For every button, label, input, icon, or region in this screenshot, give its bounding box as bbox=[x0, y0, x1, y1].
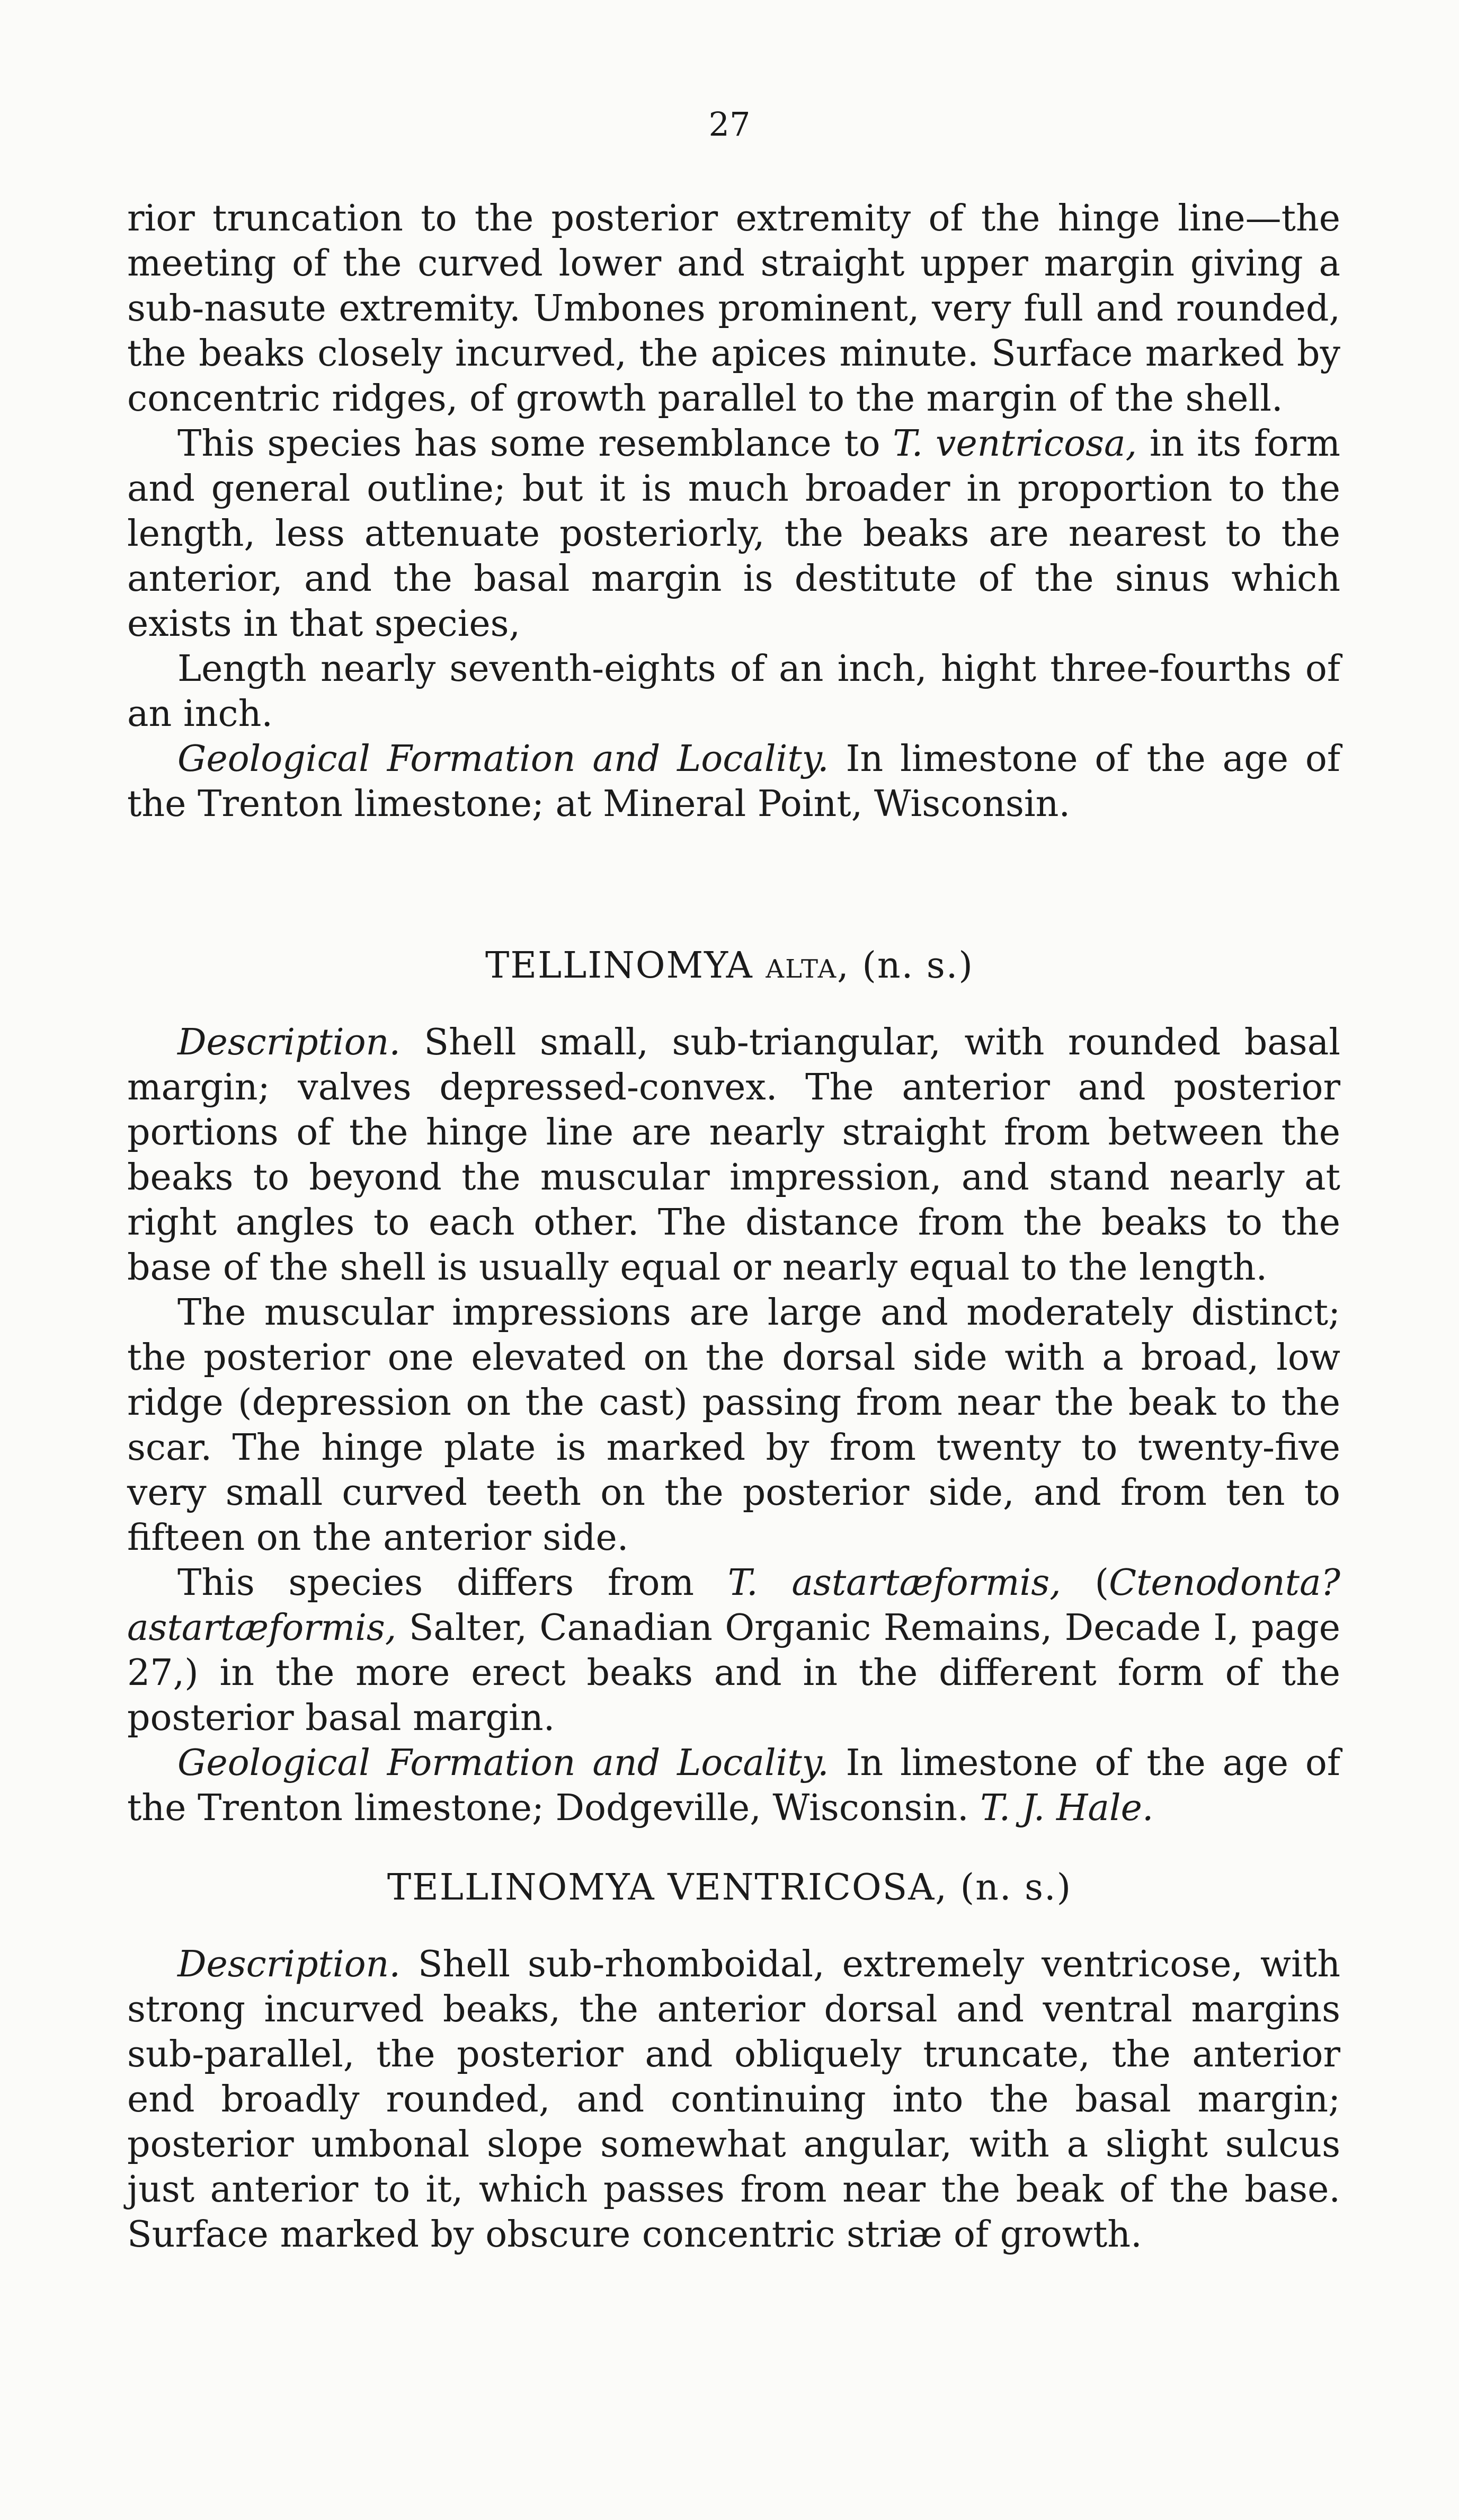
comparison-text-start: This species differs from bbox=[177, 1562, 728, 1604]
description-label: Description. bbox=[177, 1944, 401, 1985]
genus-name: TELLINOMYA bbox=[485, 945, 753, 987]
comparison-text-end: in its form and general outline; but it is much broader in proportion to the length, less attenuate posteriorly, the beaks are nearest to the anterior, and the basal margin is destitute of the sinus which exists in that species, bbox=[127, 423, 1340, 645]
locality-text: In limestone of the age of the Trenton limestone; Dodgeville, Wisconsin. bbox=[127, 1742, 1340, 1829]
alta-text-block bbox=[127, 1020, 1340, 1831]
paragraph-alta-description bbox=[127, 1020, 1340, 1290]
locality-label: Geological Formation and Locality. bbox=[177, 738, 829, 780]
paragraph-dimensions: Length nearly seventh-eights of an inch, hight three-fourths of an inch. bbox=[127, 648, 1340, 735]
species-title: TELLINOMYA VENTRICOSA, bbox=[387, 1867, 948, 1909]
locality-label: Geological Formation and Locality. bbox=[177, 1742, 829, 1784]
paragraph-muscular-impressions: The muscular impressions are large and moderately distinct; the posterior one elevated on the dorsal side with a broad, low ridge (depression on the cast) passing from near the beak to the scar. The hinge plate is marked by from twenty to twenty-five very small curved teeth on the posterior side, and from ten to fifteen on the anterior side. bbox=[127, 1292, 1340, 1559]
locality-text: In limestone of the age of the Trenton limestone; at Mineral Point, Wisconsin. bbox=[127, 738, 1340, 825]
new-species-note: (n. s.) bbox=[862, 945, 974, 987]
paragraph-shell-description-continued: rior truncation to the posterior extremity of the hinge line—the meeting of the curved lower and straight upper margin giving a sub-nasute extremity. Umbones prominent, very full and rounded, the beaks closely incurved, the apices minute. Surface marked by concentric ridges, of growth parallel to the margin of the shell. bbox=[127, 198, 1340, 420]
comparison-text-end: Salter, Canadian Organic Remains, Decade I, page 27,) in the more erect beaks and in the different form of the posterior basal margin. bbox=[127, 1607, 1340, 1739]
paragraph-alta-comparison bbox=[127, 1560, 1340, 1741]
ventricosa-text-block bbox=[127, 1942, 1340, 2257]
paragraph-alta-locality bbox=[127, 1741, 1340, 1831]
author-credit: T. J. Hale. bbox=[980, 1787, 1154, 1829]
species-reference: T. astartæformis, bbox=[727, 1562, 1061, 1604]
description-label: Description. bbox=[177, 1022, 401, 1063]
species-heading-ventricosa bbox=[0, 1865, 1459, 1910]
page-number: 27 bbox=[708, 105, 751, 144]
species-reference: T. ventricosa, bbox=[893, 423, 1137, 465]
comparison-text-start: This species has some resemblance to bbox=[177, 423, 893, 465]
species-name: alta, bbox=[766, 945, 850, 987]
synonym-reference: Ctenodonta? astartæformis, bbox=[127, 1562, 1340, 1649]
paragraph-comparison bbox=[127, 421, 1340, 646]
description-text: Shell small, sub-triangular, with rounded basal margin; valves depressed-convex. The anterior and posterior portions of the hinge line are nearly straight from between the beaks to beyond the muscular impression, and stand nearly at right angles to each other. The distance from the beaks to the base of the shell is usually equal or nearly equal to the length. bbox=[127, 1022, 1340, 1289]
paragraph-locality bbox=[127, 737, 1340, 827]
new-species-note: (n. s.) bbox=[960, 1867, 1072, 1909]
species-heading-alta bbox=[0, 943, 1459, 988]
paragraph-ventricosa-description bbox=[127, 1942, 1340, 2257]
description-text: Shell sub-rhomboidal, extremely ventricose, with strong incurved beaks, the anterior dorsal and ventral margins sub-parallel, the posterior and obliquely truncate, the anterior end broadly rounded, and continuing into the basal margin; posterior umbonal slope somewhat angular, with a slight sulcus just anterior to it, which passes from near the beak of the base. Surface marked by obscure concentric striæ of growth. bbox=[127, 1944, 1340, 2256]
intro-text-block bbox=[127, 196, 1340, 827]
paren-open: ( bbox=[1061, 1562, 1109, 1604]
